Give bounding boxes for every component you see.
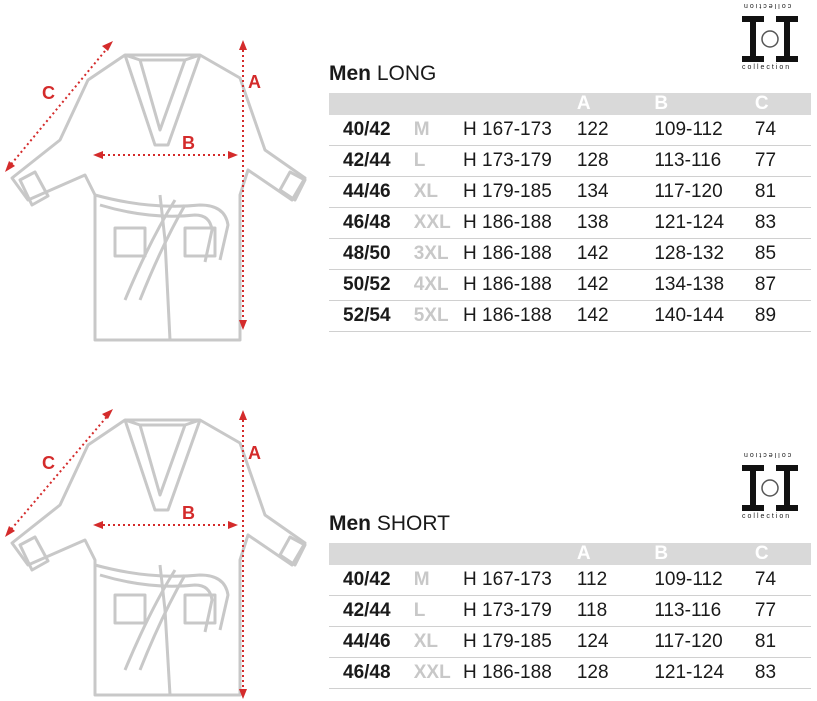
cell-b: 113-116 [654, 146, 755, 177]
label-a-short: A [248, 443, 261, 463]
cell-c: 89 [755, 301, 811, 332]
label-b-short: B [182, 503, 195, 523]
logo-top-text: collection [742, 451, 792, 458]
cell-letter: XXL [414, 208, 463, 239]
cell-b: 134-138 [654, 270, 755, 301]
title-long [329, 62, 436, 86]
cell-b: 113-116 [654, 596, 755, 627]
cell-letter: XXL [414, 658, 463, 689]
header-a: A [577, 543, 654, 565]
cell-c: 87 [755, 270, 811, 301]
header-c: C [755, 93, 811, 115]
cell-height: H 186-188 [463, 658, 577, 689]
cell-b: 117-120 [654, 627, 755, 658]
cell-size: 46/48 [329, 658, 414, 689]
cell-size: 52/54 [329, 301, 414, 332]
cell-letter: L [414, 146, 463, 177]
cell-c: 83 [755, 658, 811, 689]
label-b-long: B [182, 133, 195, 153]
cell-c: 85 [755, 239, 811, 270]
cell-size: 44/46 [329, 627, 414, 658]
table-row [329, 270, 811, 301]
cell-height: H 186-188 [463, 208, 577, 239]
label-a-long: A [248, 72, 261, 92]
cell-c: 77 [755, 596, 811, 627]
logo-bottom-text: collection [742, 64, 792, 71]
table-row [329, 115, 811, 146]
header-a: A [577, 93, 654, 115]
table-row [329, 239, 811, 270]
title-short-bold: Men [329, 512, 371, 535]
header-letter [414, 93, 463, 115]
cell-c: 81 [755, 177, 811, 208]
cell-letter: M [414, 115, 463, 146]
title-short-light: SHORT [376, 512, 450, 535]
label-c-long: C [42, 83, 55, 103]
cell-size: 46/48 [329, 208, 414, 239]
cell-b: 140-144 [654, 301, 755, 332]
cell-letter: XL [414, 177, 463, 208]
table-row [329, 177, 811, 208]
cell-a: 118 [577, 596, 654, 627]
cell-height: H 167-173 [463, 115, 577, 146]
cell-c: 74 [755, 565, 811, 596]
logo-top-text: collection [742, 2, 792, 9]
cell-size: 42/44 [329, 596, 414, 627]
section-short [0, 405, 817, 701]
header-height [463, 93, 577, 115]
table-row [329, 146, 811, 177]
header-size [329, 543, 414, 565]
cell-a: 112 [577, 565, 654, 596]
header-b: B [654, 543, 755, 565]
cell-b: 121-124 [654, 208, 755, 239]
cell-height: H 167-173 [463, 565, 577, 596]
table-row [329, 208, 811, 239]
cell-c: 83 [755, 208, 811, 239]
table-header-short [329, 543, 811, 565]
cell-letter: L [414, 596, 463, 627]
cell-letter: 4XL [414, 270, 463, 301]
cell-c: 77 [755, 146, 811, 177]
cell-size: 40/42 [329, 115, 414, 146]
section-long [0, 0, 817, 350]
cell-letter: XL [414, 627, 463, 658]
title-long-bold: Men [329, 62, 371, 85]
cell-size: 40/42 [329, 565, 414, 596]
size-table-short [329, 543, 811, 689]
header-height [463, 543, 577, 565]
cell-letter: M [414, 565, 463, 596]
cell-c: 81 [755, 627, 811, 658]
cell-height: H 186-188 [463, 301, 577, 332]
table-header-long [329, 93, 811, 115]
cell-a: 134 [577, 177, 654, 208]
cell-b: 128-132 [654, 239, 755, 270]
brand-logo-short [732, 453, 810, 523]
header-size [329, 93, 414, 115]
cell-a: 128 [577, 146, 654, 177]
cell-size: 48/50 [329, 239, 414, 270]
table-row [329, 301, 811, 332]
logo-bottom-text: collection [742, 513, 792, 520]
header-c: C [755, 543, 811, 565]
cell-b: 117-120 [654, 177, 755, 208]
label-c-short: C [42, 453, 55, 473]
cell-letter: 5XL [414, 301, 463, 332]
table-row [329, 627, 811, 658]
cell-size: 50/52 [329, 270, 414, 301]
cell-a: 138 [577, 208, 654, 239]
cell-height: H 173-179 [463, 146, 577, 177]
cell-a: 142 [577, 301, 654, 332]
title-long-light: LONG [376, 62, 437, 85]
cell-size: 44/46 [329, 177, 414, 208]
cell-letter: 3XL [414, 239, 463, 270]
cell-size: 42/44 [329, 146, 414, 177]
cell-b: 109-112 [654, 115, 755, 146]
cell-height: H 173-179 [463, 596, 577, 627]
cell-a: 124 [577, 627, 654, 658]
size-table-long [329, 93, 811, 332]
robe-diagram-long [0, 0, 320, 345]
cell-b: 121-124 [654, 658, 755, 689]
cell-b: 109-112 [654, 565, 755, 596]
cell-height: H 179-185 [463, 627, 577, 658]
brand-logo-long [732, 4, 810, 74]
cell-height: H 186-188 [463, 239, 577, 270]
table-row [329, 596, 811, 627]
table-row [329, 565, 811, 596]
cell-a: 128 [577, 658, 654, 689]
title-short [329, 512, 450, 536]
cell-a: 142 [577, 239, 654, 270]
table-row [329, 658, 811, 689]
cell-a: 122 [577, 115, 654, 146]
header-b: B [654, 93, 755, 115]
cell-a: 142 [577, 270, 654, 301]
cell-c: 74 [755, 115, 811, 146]
robe-diagram-short [0, 405, 320, 701]
cell-height: H 186-188 [463, 270, 577, 301]
header-letter [414, 543, 463, 565]
cell-height: H 179-185 [463, 177, 577, 208]
